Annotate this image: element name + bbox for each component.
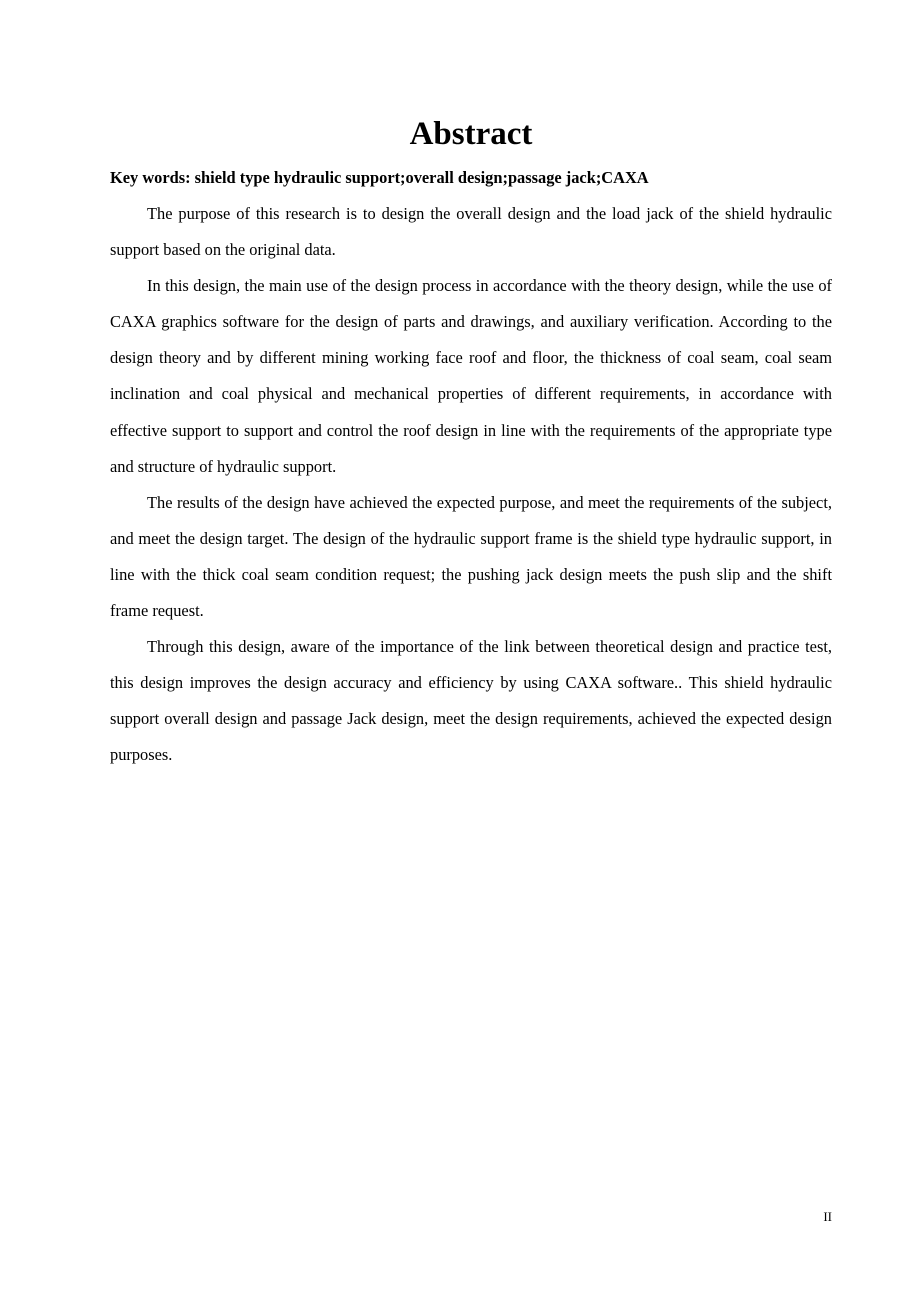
page-title: Abstract [409,116,533,152]
keywords-line: Key words: shield type hydraulic support;overall design;passage jack;CAXA [110,168,649,187]
abstract-body [110,196,832,774]
paragraph-results: The results of the design have achieved the expected purpose, and meet the requirements of the subject, and meet the design target. The design of the hydraulic support frame is the shield type hydraulic support, in line with the thick coal seam condition request; the pushing jack design meets the push slip and the shift frame request. [110,492,832,621]
page-number: II [823,1209,832,1224]
paragraph-conclusion: Through this design, aware of the importance of the link between theoretical design and practice test, this design improves the design accuracy and efficiency by using CAXA software.. This shield hydraulic support overall design and passage Jack design, meet the design requirements, achieved the expected design purposes. [110,637,832,765]
paragraph-purpose: The purpose of this research is to design the overall design and the load jack of the shield hydraulic support based on the original data. [110,204,832,260]
paragraph-method: In this design, the main use of the design process in accordance with the theory design, while the use of CAXA graphics software for the design of parts and drawings, and auxiliary verification. According to the design theory and by different mining working face roof and floor, the thickness of coal seam, coal seam inclination and coal physical and mechanical properties of different requirements, in accordance with effective support to support and control the roof design in line with the requirements of the appropriate type and structure of hydraulic support. [110,276,832,476]
